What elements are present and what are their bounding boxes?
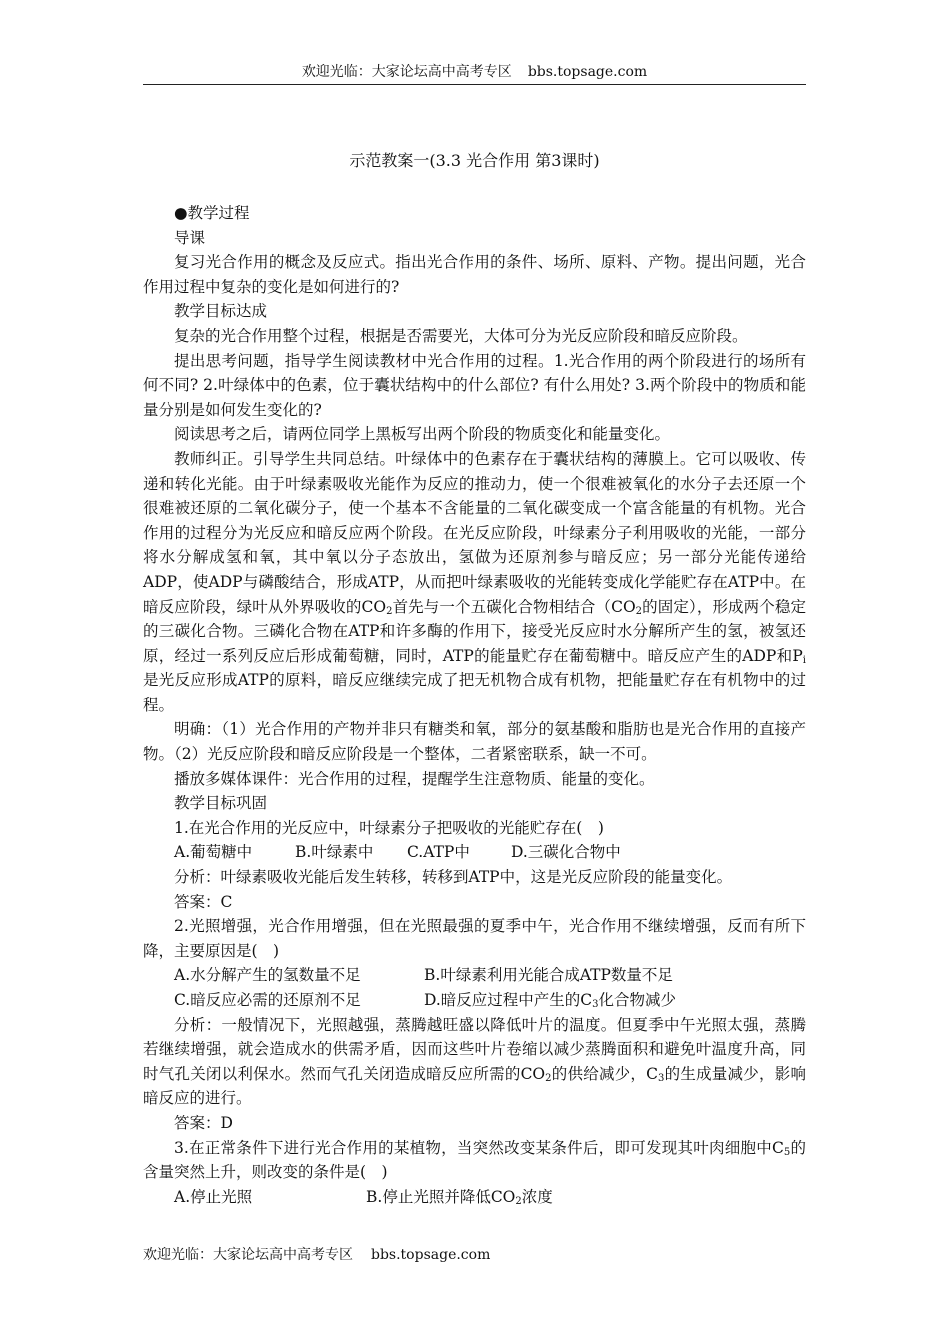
q3-option-a: A.停止光照 xyxy=(174,1187,253,1206)
q1-option-b: B.叶绿素中 xyxy=(295,843,374,862)
question-1-options xyxy=(143,840,806,865)
section-intro: 导课 xyxy=(174,228,206,247)
question-2: 2.光照增强，光合作用增强，但在光照最强的夏季中午，光合作用不继续增强，反而有所下降，主要原因是( ) xyxy=(143,917,806,960)
section-process: ●教学过程 xyxy=(174,204,250,222)
goal-text-1: 复杂的光合作用整个过程，根据是否需要光，大体可分为光反应阶段和暗反应阶段。 xyxy=(174,326,748,345)
q1-option-d: D.三碳化合物中 xyxy=(511,843,621,862)
q1-option-a: A.葡萄糖中 xyxy=(174,843,253,862)
q2-option-c: C.暗反应必需的还原剂不足 xyxy=(174,991,361,1009)
q2-answer: 答案：D xyxy=(174,1113,233,1132)
page-footer xyxy=(143,1245,490,1265)
header-site: 欢迎光临：大家论坛高中高考专区 xyxy=(301,64,512,80)
question-2-options-row-1 xyxy=(143,963,806,988)
clarification: 明确：（1）光合作用的产物并非只有糖类和氧，部分的氨基酸和脂肪也是光合作用的直接产物。（2）光反应阶段和暗反应阶段是一个整体，二者紧密联系，缺一不可。 xyxy=(143,720,806,764)
section-consolidate: 教学目标巩固 xyxy=(174,794,268,813)
teacher-correction: 教师纠正。引导学生共同总结。叶绿体中的色素存在于囊状结构的薄膜上。它可以吸收、传递和转化光能。由于叶绿素吸收光能作为反应的推动力，使一个很难被氧化的水分子去还原一个很难被还原的二氧化碳分子，使一个基本不含能量的二氧化碳变成一个富含能量的有机物。光合作用的过程分为光反应和暗反应两个阶段。在光反应阶段，叶绿素分子利用吸收的光能，一部分将水分解成氢和氧，其中氧以分子态放出，氢做为还原剂参与暗反应；另一部分光能传递给ADP，使ADP与磷酸结合，形成ATP，从而把叶绿素吸收的光能转变成化学能贮存在ATP中。在暗反应阶段，绿叶从外界吸收的$CO_2$首先与一个五碳化合物相结合（$CO_2$的固定），形成两个稳定的三碳化合物。三磷化合物在ATP和许多酶的作用下，接受光反应时水分解所产生的氢，被氢还原，经过一系列反应后形成葡萄糖，同时，ATP的能量贮存在葡萄糖中。暗反应产生的ADP和$P_i$是光反应形成ATP的原料，暗反应继续完成了把无机物合成有机物，把能量贮存在有机物中的过程。 xyxy=(143,449,806,714)
goal-text-2: 提出思考问题，指导学生阅读教材中光合作用的过程。1.光合作用的两个阶段进行的场所有何不同? 2.叶绿体中的色素，位于囊状结构中的什么部位? 有什么用处? 3.两个阶段中的物质和能量分别是如何发生变化的? xyxy=(143,351,806,419)
question-3: 3.在正常条件下进行光合作用的某植物，当突然改变某条件后，即可发现其叶肉细胞中$C_5$的含量突然上升，则改变的条件是( ) xyxy=(143,1138,806,1182)
page-title: 示范教案一(3.3 光合作用 第3课时) xyxy=(349,151,600,170)
multimedia-note: 播放多媒体课件：光合作用的过程，提醒学生注意物质、能量的变化。 xyxy=(174,769,655,788)
question-1: 1.在光合作用的光反应中，叶绿素分子把吸收的光能贮存在( ) xyxy=(174,818,604,837)
q1-analysis: 分析：叶绿素吸收光能后发生转移，转移到ATP中，这是光反应阶段的能量变化。 xyxy=(174,868,733,887)
q1-option-c: C.ATP中 xyxy=(407,843,470,862)
goal-text-3: 阅读思考之后，请两位同学上黑板写出两个阶段的物质变化和能量变化。 xyxy=(174,425,671,444)
footer-site: 欢迎光临：大家论坛高中高考专区 xyxy=(143,1247,353,1263)
footer-url[interactable]: bbs.topsage.com xyxy=(371,1247,491,1263)
q2-option-a: A.水分解产生的氢数量不足 xyxy=(174,966,361,985)
question-2-options-row-2 xyxy=(143,988,806,1013)
q2-option-b: B.叶绿素利用光能合成ATP数量不足 xyxy=(424,966,673,985)
page-header xyxy=(143,62,806,85)
intro-text: 复习光合作用的概念及反应式。指出光合作用的条件、场所、原料、产物。提出问题，光合作用过程中复杂的变化是如何进行的? xyxy=(143,253,806,296)
document-body xyxy=(143,201,806,1209)
section-goal: 教学目标达成 xyxy=(174,302,268,321)
header-url[interactable]: bbs.topsage.com xyxy=(527,64,648,80)
q3-option-b: B.停止光照并降低$CO_2$浓度 xyxy=(366,1187,553,1207)
q1-answer: 答案：C xyxy=(174,892,233,911)
q2-analysis: 分析：一般情况下，光照越强，蒸腾越旺盛以降低叶片的温度。但夏季中午光照太强，蒸腾若继续增强，就会造成水的供需矛盾，因而这些叶片卷缩以减少蒸腾面积和避免叶温度升高，同时气孔关闭以利保水。然而气孔关闭造成暗反应所需的$CO_2$的供给减少，$C_3$的生成量减少，影响暗反应的进行。 xyxy=(143,1015,806,1108)
question-3-options xyxy=(143,1185,806,1210)
q2-option-d: D.暗反应过程中产生的$C_3$化合物减少 xyxy=(424,991,677,1010)
